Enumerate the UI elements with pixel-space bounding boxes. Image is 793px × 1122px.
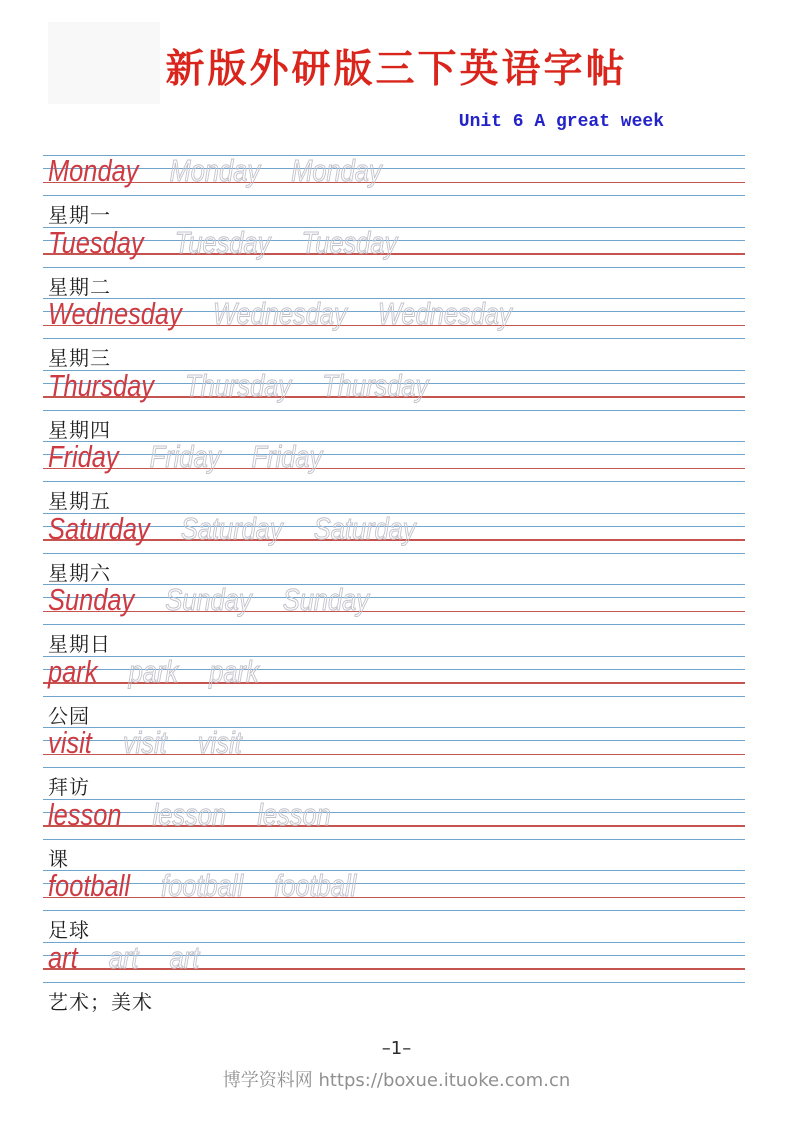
word-trace-copy: park: [128, 653, 179, 689]
guide-line-bottom: [43, 410, 745, 411]
word-practice-row: [43, 939, 745, 1014]
word-line: [48, 151, 382, 191]
word-line: [48, 723, 242, 763]
word-sample: football: [48, 868, 130, 903]
word-trace-copy: football: [274, 868, 357, 903]
word-sample: visit: [48, 725, 92, 760]
word-translation: 星期日: [48, 634, 111, 656]
word-translation: 星期四: [48, 419, 111, 442]
word-trace-copy: lesson: [257, 796, 331, 832]
word-trace-copy: Thursday: [185, 367, 292, 403]
word-line: [48, 652, 259, 692]
word-practice-row: [43, 584, 745, 655]
word-sample: Thursday: [48, 367, 154, 403]
word-trace-copy: Monday: [169, 153, 261, 188]
guide-line-bottom: [43, 839, 745, 840]
word-trace-copy: Sunday: [165, 582, 252, 617]
word-line: [48, 866, 356, 906]
word-line: [48, 437, 322, 477]
guide-line-bottom: [43, 910, 745, 911]
word-sample: Tuesday: [48, 224, 144, 260]
guide-line-bottom: [43, 481, 745, 482]
word-trace-copy: park: [209, 653, 259, 689]
word-sample: park: [48, 653, 98, 689]
word-practice-row: [43, 796, 745, 871]
guide-line-bottom: [43, 195, 745, 196]
guide-line-bottom: [43, 267, 745, 268]
word-sample: Wednesday: [48, 296, 182, 331]
unit-heading: Unit 6 A great week: [458, 112, 664, 132]
word-trace-copy: Saturday: [180, 510, 283, 546]
word-line: [48, 795, 331, 835]
word-trace-copy: visit: [197, 725, 242, 760]
footer-site-url: 博学资料网 https://boxue.ituoke.com.cn: [222, 1070, 571, 1091]
word-sample: Sunday: [48, 582, 135, 617]
word-line: [48, 223, 397, 263]
word-translation: 星期五: [48, 491, 111, 513]
guide-line-bottom: [43, 696, 745, 697]
word-trace-copy: Saturday: [313, 510, 416, 546]
word-translation: 星期二: [48, 276, 111, 299]
guide-line-bottom: [43, 982, 745, 983]
word-practice-row: [43, 727, 745, 798]
word-sample: art: [48, 939, 78, 975]
word-trace-copy: lesson: [152, 796, 227, 832]
guide-line-bottom: [43, 553, 745, 554]
word-line: [48, 366, 428, 406]
word-trace-copy: Tuesday: [301, 224, 398, 260]
word-translation: 足球: [48, 920, 90, 942]
page-number: –1–: [381, 1038, 412, 1059]
word-practice-row: [43, 870, 745, 941]
word-translation: 课: [48, 848, 69, 871]
word-trace-copy: Tuesday: [174, 224, 271, 260]
word-translation: 星期一: [48, 205, 111, 227]
word-line: [48, 938, 199, 978]
word-sample: Monday: [48, 153, 139, 188]
word-translation: 星期六: [48, 562, 111, 585]
word-trace-copy: Wednesday: [377, 296, 512, 331]
word-line: [48, 294, 512, 334]
word-sample: lesson: [48, 796, 122, 832]
word-practice-row: [43, 155, 745, 226]
guide-line-bottom: [43, 767, 745, 768]
word-translation: 星期三: [48, 348, 111, 370]
word-trace-copy: art: [108, 939, 139, 975]
word-practice-row: [43, 653, 745, 728]
word-trace-copy: visit: [122, 725, 167, 760]
word-trace-copy: Sunday: [282, 582, 369, 617]
word-sample: Saturday: [48, 510, 150, 546]
word-translation: 拜访: [48, 777, 90, 799]
word-translation: 艺术；美术: [48, 991, 153, 1014]
word-practice-row: [43, 367, 745, 442]
word-translation: 公园: [48, 705, 90, 728]
page-title: 新版外研版三下英语字帖: [165, 48, 628, 91]
guide-line-bottom: [43, 624, 745, 625]
word-line: [48, 509, 416, 549]
word-line: [48, 580, 369, 620]
word-rows: [0, 155, 793, 1015]
word-practice-row: [43, 441, 745, 512]
word-trace-copy: Monday: [291, 153, 382, 188]
guide-line-bottom: [43, 338, 745, 339]
word-trace-copy: football: [161, 868, 244, 903]
word-practice-row: [43, 298, 745, 369]
word-trace-copy: Wednesday: [212, 296, 347, 331]
word-practice-row: [43, 510, 745, 585]
word-sample: Friday: [48, 439, 119, 474]
word-trace-copy: Friday: [251, 439, 323, 474]
word-trace-copy: Thursday: [322, 367, 429, 403]
word-practice-row: [43, 224, 745, 299]
word-trace-copy: art: [169, 939, 200, 975]
word-trace-copy: Friday: [149, 439, 221, 474]
